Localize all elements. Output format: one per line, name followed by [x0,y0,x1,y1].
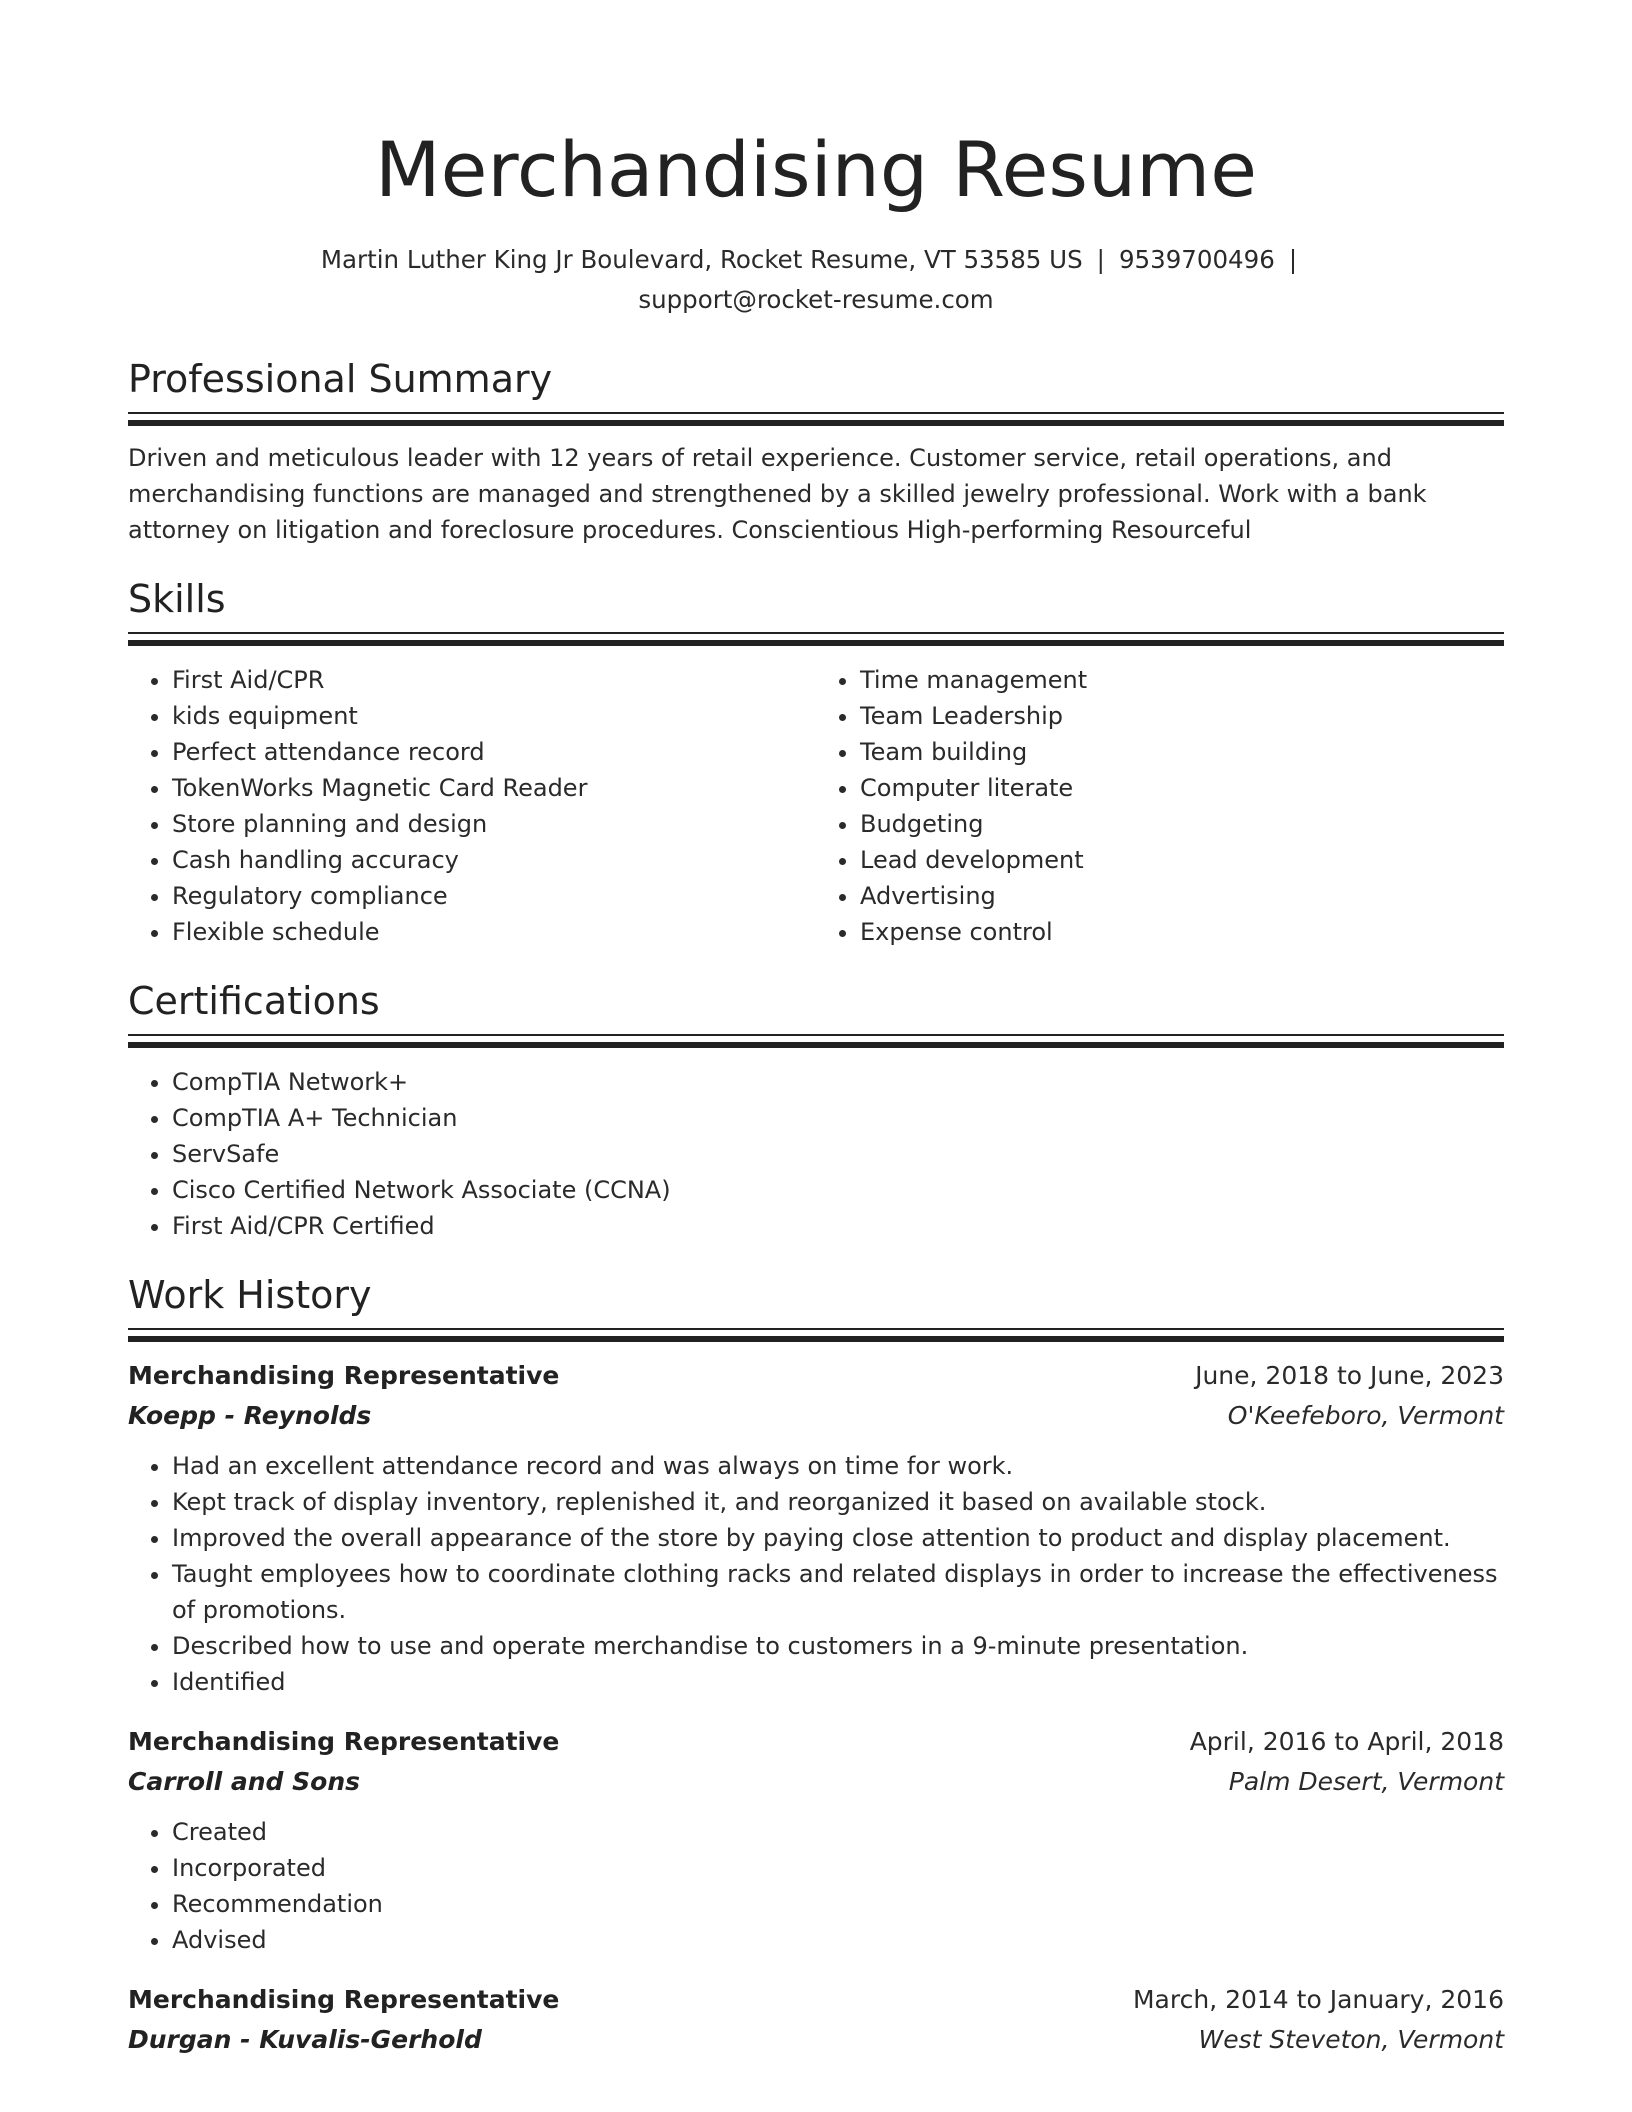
job-header [128,1356,1504,1396]
job-company: Koepp - Reynolds [128,1401,372,1430]
job-header [128,1722,1504,1762]
skill-item: • Budgeting [860,806,1504,842]
skills-column-left [128,662,816,950]
skill-item: • Regulatory compliance [172,878,816,914]
skill-item: • Lead development [860,842,1504,878]
job-title: Merchandising Representative [128,1727,560,1756]
job-bullet: • Improved the overall appearance of the store by paying close attention to product and display placement. [172,1520,1504,1556]
job-bullet: • Kept track of display inventory, replenished it, and reorganized it based on available stock. [172,1484,1504,1520]
section-divider-thick [128,1042,1504,1048]
section-divider [128,412,1504,414]
skill-item: • Store planning and design [172,806,816,842]
section-certifications [128,976,1504,1244]
job-bullet: • Created [172,1814,1504,1850]
skills-column-right [816,662,1504,950]
certification-item: • ServSafe [172,1136,1504,1172]
job-bullet: • Incorporated [172,1850,1504,1886]
skills-list-left [128,662,816,950]
job-header [128,1980,1504,2020]
job-dates: March, 2014 to January, 2016 [1132,1985,1504,2014]
skill-item: • kids equipment [172,698,816,734]
certifications-list [128,1064,1504,1244]
job-location: West Steveton, Vermont [1198,2025,1504,2054]
job-subheader [128,2020,1504,2060]
skill-item: • Team Leadership [860,698,1504,734]
job-subheader [128,1396,1504,1436]
contact-separator: | [1288,245,1298,274]
summary-text: Driven and meticulous leader with 12 years of retail experience. Customer service, retail operations, and merchandising functions are managed and strengthened by a skilled jewelry professional. Work with a bank attorney on litigation and foreclosure procedures. Conscientious High-performing Resourceful [128,444,1427,544]
job-company: Carroll and Sons [128,1767,361,1796]
skill-item: • Perfect attendance record [172,734,816,770]
job-title: Merchandising Representative [128,1361,560,1390]
job-entry [128,1722,1504,1958]
section-divider-thick [128,420,1504,426]
job-bullet: • Taught employees how to coordinate clothing racks and related displays in order to increase the effectiveness of promotions. [172,1556,1504,1628]
section-divider [128,1328,1504,1330]
job-dates: June, 2018 to June, 2023 [1195,1361,1504,1390]
contact-separator: | [1096,245,1105,274]
section-skills [128,574,1504,950]
job-bullet: • Identified [172,1664,1504,1700]
certification-item: • First Aid/CPR Certified [172,1208,1504,1244]
job-bullet: • Recommendation [172,1886,1504,1922]
contact-info [128,240,1504,320]
job-company: Durgan - Kuvalis-Gerhold [128,2025,482,2054]
skill-item: • TokenWorks Magnetic Card Reader [172,770,816,806]
section-title: Skills [128,577,226,621]
contact-email[interactable]: support@rocket-resume.com [638,285,994,314]
job-entry [128,1356,1504,1700]
skill-item: • Cash handling accuracy [172,842,816,878]
section-title: Work History [128,1273,372,1317]
job-location: Palm Desert, Vermont [1228,1767,1504,1796]
job-dates: April, 2016 to April, 2018 [1189,1727,1504,1756]
skill-item: • Computer literate [860,770,1504,806]
job-bullets [128,1448,1504,1700]
job-bullet: • Advised [172,1922,1504,1958]
job-bullet: • Described how to use and operate merchandise to customers in a 9-minute presentation. [172,1628,1504,1664]
skill-item: • First Aid/CPR [172,662,816,698]
section-divider-thick [128,1336,1504,1342]
skill-item: • Advertising [860,878,1504,914]
certification-item: • CompTIA A+ Technician [172,1100,1504,1136]
section-divider [128,1034,1504,1036]
skills-list-right [816,662,1504,950]
contact-phone: 9539700496 [1118,245,1275,274]
section-divider-thick [128,640,1504,646]
section-title: Professional Summary [128,357,553,401]
job-entry [128,1980,1504,2060]
job-location: O'Keefeboro, Vermont [1227,1401,1504,1430]
skills-grid [128,662,1504,950]
section-professional-summary [128,354,1504,548]
skill-item: • Team building [860,734,1504,770]
certification-item: • Cisco Certified Network Associate (CCNA) [172,1172,1504,1208]
skill-item: • Expense control [860,914,1504,950]
section-work-history [128,1270,1504,2060]
skill-item: • Flexible schedule [172,914,816,950]
job-bullets [128,1814,1504,1958]
contact-address: Martin Luther King Jr Boulevard, Rocket Resume, VT 53585 US [320,245,1083,274]
job-bullet: • Had an excellent attendance record and was always on time for work. [172,1448,1504,1484]
section-title: Certifications [128,979,380,1023]
certification-item: • CompTIA Network+ [172,1064,1504,1100]
skill-item: • Time management [860,662,1504,698]
section-divider [128,632,1504,634]
resume-title: Merchandising Resume [375,125,1257,214]
job-subheader [128,1762,1504,1802]
job-title: Merchandising Representative [128,1985,560,2014]
